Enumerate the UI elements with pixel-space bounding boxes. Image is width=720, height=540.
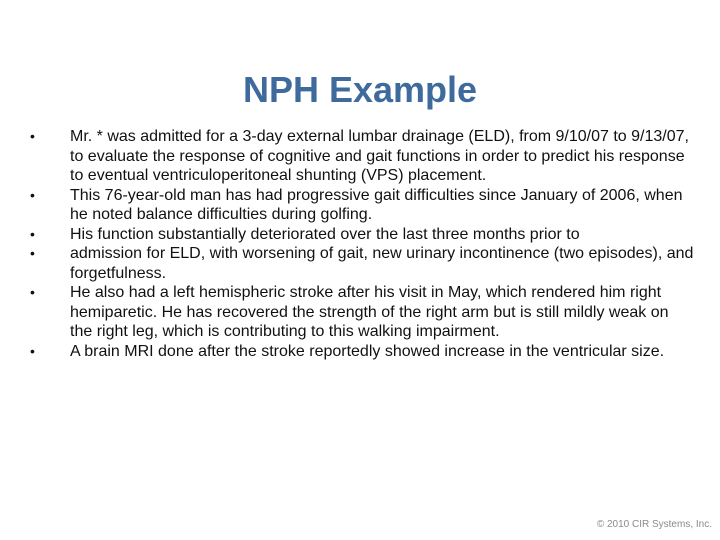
bullet-text: He also had a left hemispheric stroke after his visit in May, which rendered him right hemiparetic. He has recovered the strength of the right arm but is still mildly weak on the right leg, which is contributing to this walking impairment. [70,284,669,340]
bullet-item [30,225,695,245]
bullet-item [30,127,695,186]
bullet-icon: • [30,342,35,359]
copyright-notice: © 2010 CIR Systems, Inc. [596,519,712,530]
slide-title: NPH Example [242,69,478,111]
bullet-text: admission for ELD, with worsening of gait, new urinary incontinence (two episodes), and forgetfulness. [70,245,694,282]
bullet-icon: • [30,245,35,261]
bullet-text: Mr. * was admitted for a 3-day external lumbar drainage (ELD), from 9/10/07 to 9/13/07, to evaluate the response of cognitive and gait functions in order to predict his response to eventual ventriculoperitoneal shunting (VPS) placement. [70,128,689,184]
bullet-item [30,342,695,362]
bullet-text: This 76-year-old man has had progressive gait difficulties since January of 2006, when he noted balance difficulties during golfing. [70,186,683,223]
bullet-item [30,244,695,283]
bullet-icon: • [30,225,35,242]
bullet-icon: • [30,186,35,203]
bullet-list [30,127,695,361]
bullet-icon: • [30,284,35,300]
bullet-text: His function substantially deteriorated over the last three months prior to [70,225,580,243]
bullet-icon: • [30,128,35,144]
bullet-item [30,186,695,225]
bullet-text: A brain MRI done after the stroke reportedly showed increase in the ventricular size. [70,342,665,360]
bullet-item [30,283,695,342]
